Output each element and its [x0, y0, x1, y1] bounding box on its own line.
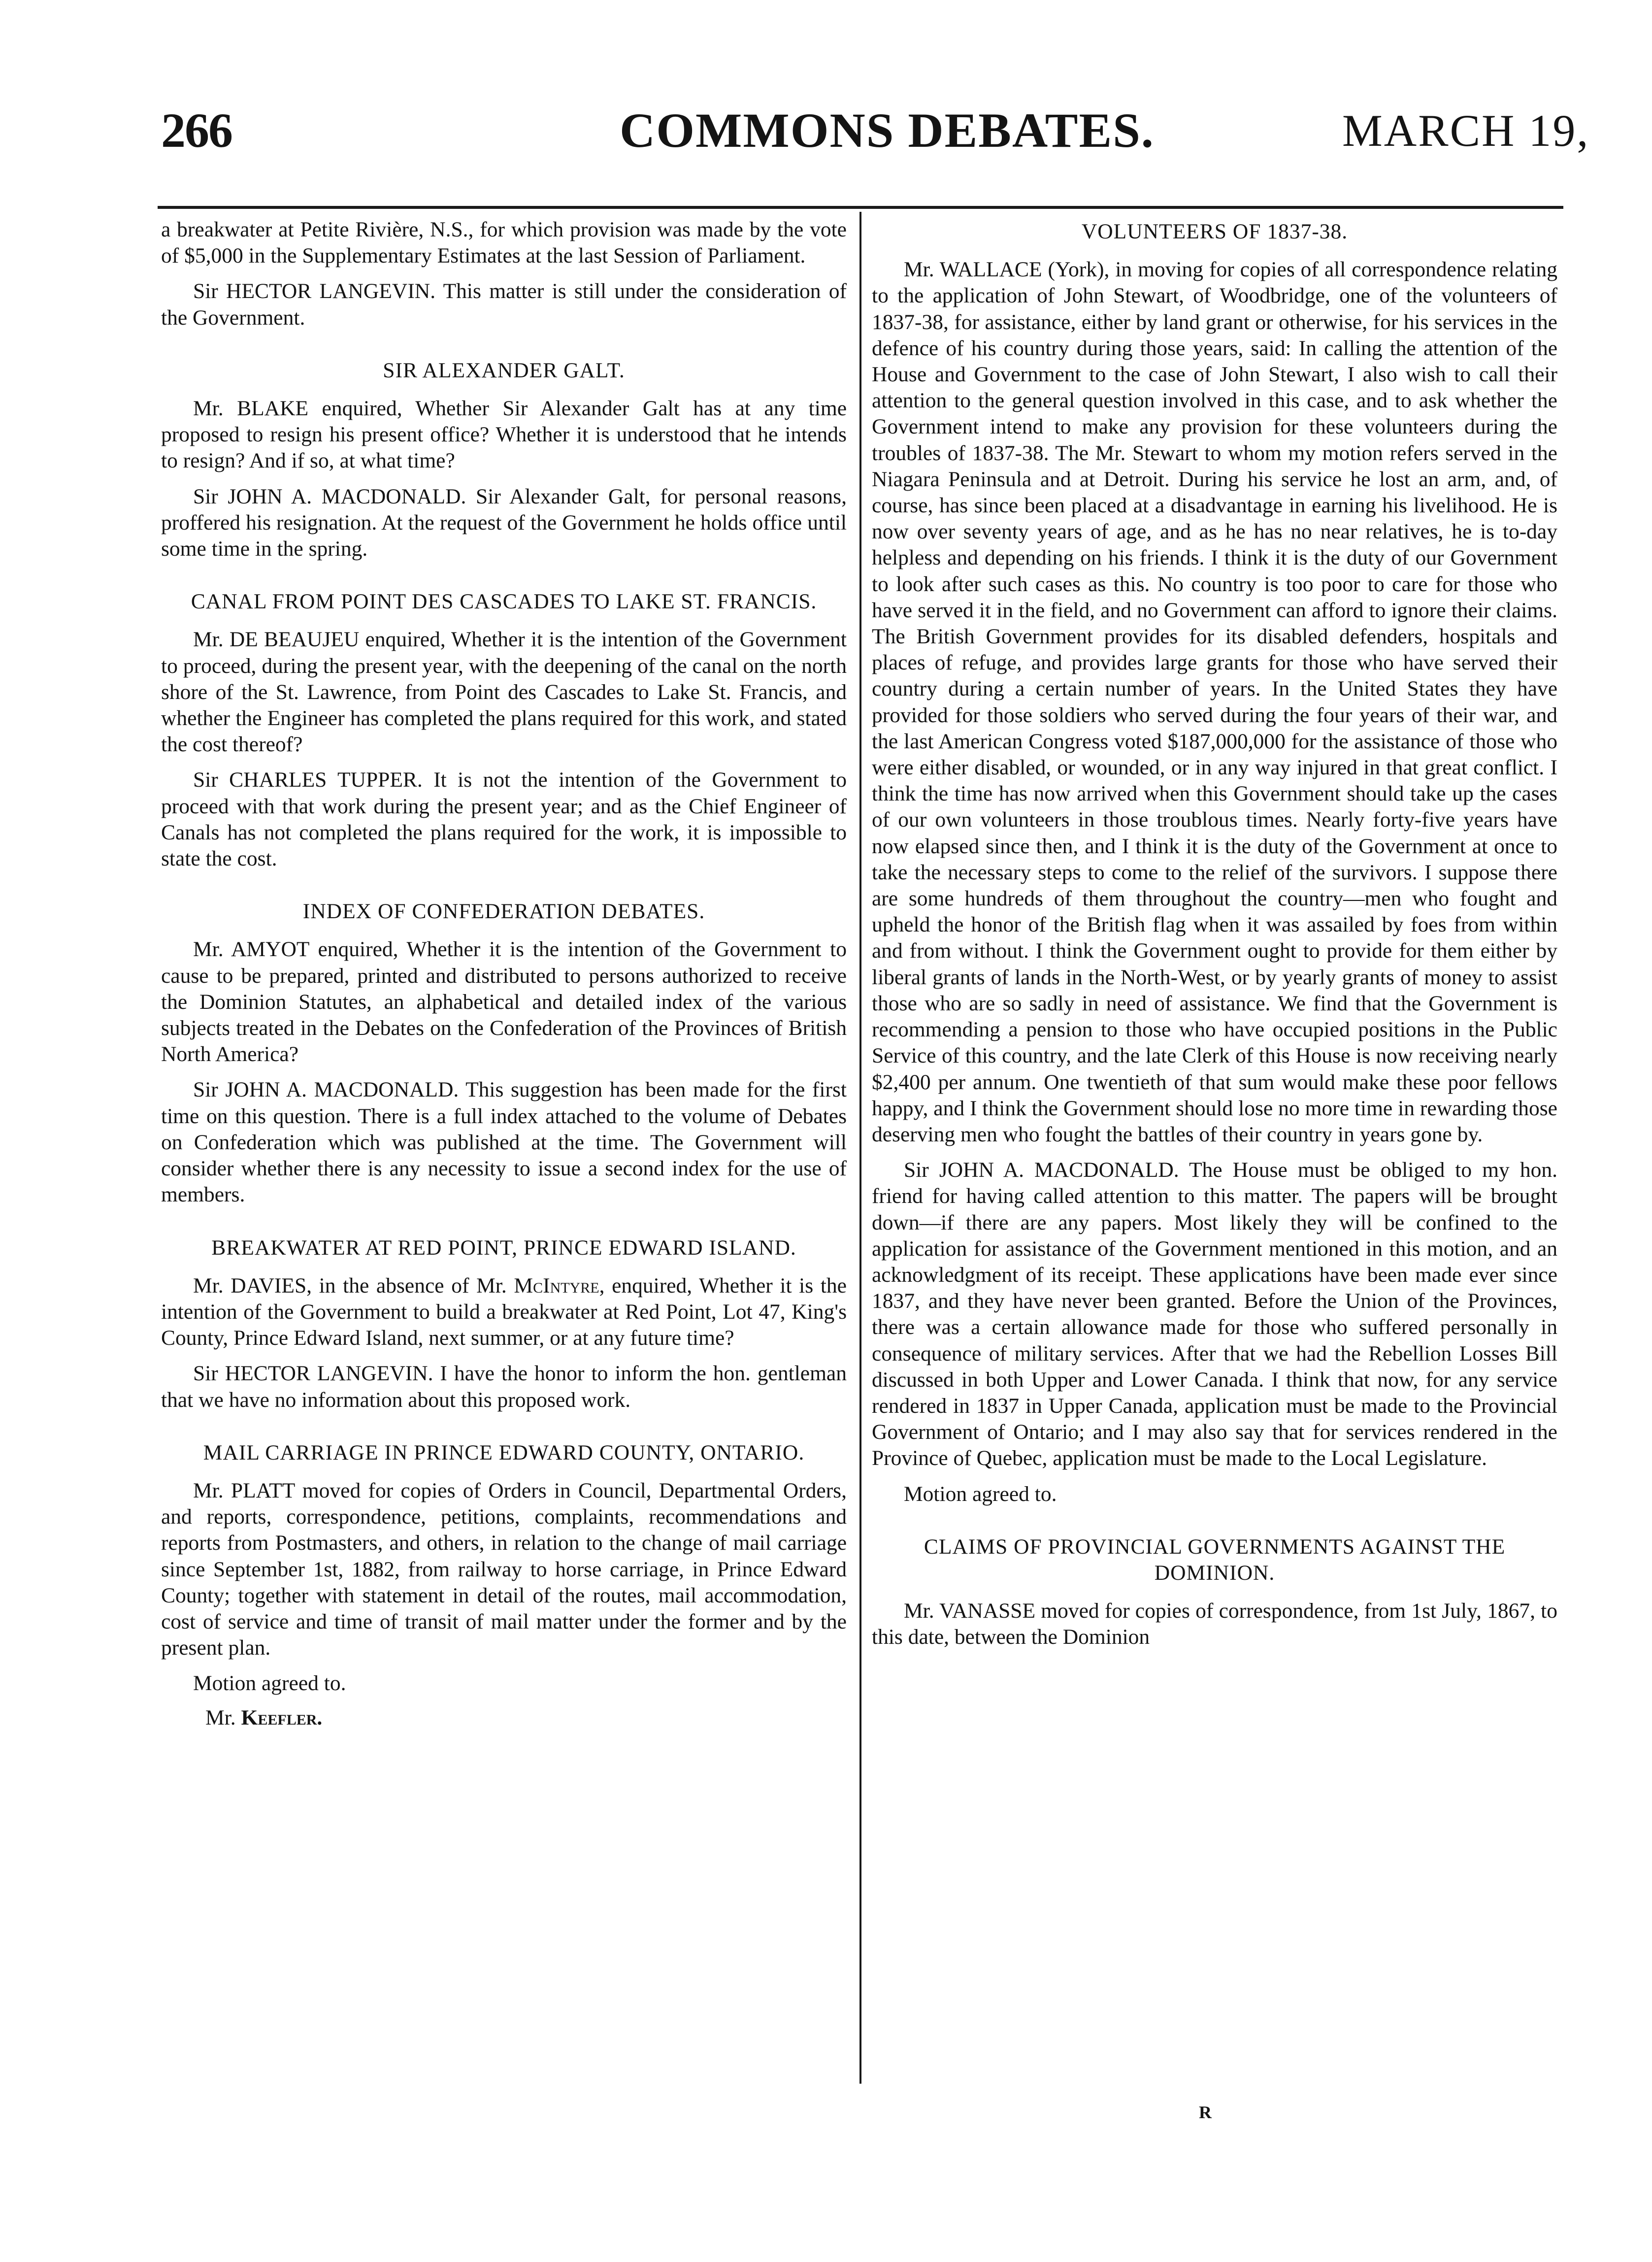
paragraph-platt-motion: Mr. PLATT moved for copies of Orders in Council, Departmental Orders, and reports, correspondence, petitions, complaints, recommendations and reports from Postmasters, and others, in relation to the change of mail carriage since September 1st, 1882, from railway to horse carriage, in Prince Edward County; together with statement in detail of the routes, mail accommodation, cost of service and time of transit of mail matter under the former and by the present plan.: [161, 1478, 847, 1660]
heading-canal-point-des-cascades: CANAL FROM POINT DES CASCADES TO LAKE ST. FRANCIS.: [191, 590, 817, 614]
paragraph-motion-agreed: Motion agreed to.: [193, 1671, 346, 1696]
paragraph-langevin-red-point-reply: Sir HECTOR LANGEVIN. I have the honor to inform the hon. gentleman that we have no information about this proposed work.: [161, 1362, 847, 1412]
heading-mail-carriage: MAIL CARRIAGE IN PRINCE EDWARD COUNTY, ONTARIO.: [203, 1440, 805, 1464]
heading-index-confederation-debates: INDEX OF CONFEDERATION DEBATES.: [302, 899, 705, 924]
paragraph-breakwater-petite-riviere: a breakwater at Petite Rivière, N.S., for which provision was made by the vote of $5,000 in the Supplementary Estimates at the last Session of Parliament.: [161, 218, 847, 268]
paragraph-langevin-reply: Sir HECTOR LANGEVIN. This matter is still under the consideration of the Government.: [161, 279, 847, 330]
signature-name: Keefler.: [241, 1705, 323, 1730]
paragraph-tupper-reply: Sir CHARLES TUPPER. It is not the intention of the Government to proceed with that work during the present year; and as the Chief Engineer of Canals has not completed the plans required for the work, it is impossible to state the cost.: [161, 768, 847, 871]
davies-text-b: , enquired, Whether it is the intention of the Government to build a breakwater at Red Point, Lot 47, King's County, Prince Edward Island, next summer, or at any future time?: [161, 1273, 847, 1350]
paragraph-davies-question: [161, 1273, 847, 1352]
page-number: 266: [161, 103, 232, 158]
paragraph-de-beaujeu-question: Mr. DE BEAUJEU enquired, Whether it is the intention of the Government to proceed, during the present year, with the deepening of the canal on the north shore of the St. Lawrence, from Point des Cascades to Lake St. Francis, and whether the Engineer has completed the plans required for this work, and stated the cost thereof?: [161, 628, 847, 757]
davies-text-a: Mr. DAVIES, in the absence of Mr.: [193, 1273, 514, 1297]
paragraph-wallace-motion: Mr. WALLACE (York), in moving for copies of all correspondence relating to the application of John Stewart, of Woodbridge, one of the volunteers of 1837-38, for assistance, either by land grant or otherwise, for his services in the defence of his country during those years, said: In calling the attention of the House and Government to the case of John Stewart, I also wish to call their attention to the general question involved in this case, and to ask whether the Government intend to make any provision for these volunteers during the troubles of 1837-38. The Mr. Stewart to whom my motion refers served in the Niagara Peninsula and at Detroit. During his service he lost an arm, and, of course, has since been placed at a disadvantage in earning his livelihood. He is now over seventy years of age, and as he has no near relatives, he is to-day helpless and depending on his friends. I think it is the duty of our Government to look after such cases as this. No country is too poor to care for those who have served it in the field, and no Government can afford to ignore their claims. The British Government provides for its disabled defenders, hospitals and places of refuge, and provides large grants for those who have served their country during a certain number of years. In the United States they have provided for those soldiers who served during the four years of their war, and the last American Congress voted $187,000,000 for the assistance of those who were either disabled, or wounded, or in any way injured in that great conflict. I think the time has now arrived when this Government should take up the cases of our own volunteers in those troublous times. Nearly forty-five years have now elapsed since then, and I think it is the duty of the Government at once to take the necessary steps to come to the relief of the survivors. I suppose there are some hundreds of them throughout the country—men who fought and upheld the honor of the British flag when it was assailed by foes from within and from without. I think the Government ought to provide for them either by liberal grants of lands in the North-West, or by yearly grants of money to assist those who are so sadly in need of assistance. We find that the Government is recommending a pension to those who have occupied positions in the Public Service of this country, and the late Clerk of this House is now receiving nearly $2,400 per annum. One twentieth of that sum would make these poor fellows happy, and I think the Government should lose no more time in rewarding those deserving men who fought the battles of their country in years gone by.: [872, 258, 1557, 1146]
mcintyre-name: McIntyre: [514, 1273, 599, 1297]
heading-volunteers-1837-38: VOLUNTEERS OF 1837-38.: [1081, 220, 1348, 243]
paragraph-macdonald-index-reply: Sir JOHN A. MACDONALD. This suggestion has been made for the first time on this question. There is a full index attached to the volume of Debates on Confederation which was published at the time. The Government will consider whether there is any necessity to issue a second index for the use of members.: [161, 1078, 847, 1207]
right-column: [872, 217, 1557, 1651]
running-title: COMMONS DEBATES.: [620, 103, 1155, 158]
running-date: MARCH 19,: [1342, 105, 1590, 156]
signature-line: [161, 1705, 847, 1731]
left-column: [161, 217, 847, 1731]
heading-sir-alexander-galt: SIR ALEXANDER GALT.: [383, 358, 625, 382]
paragraph-motion-agreed-2: Motion agreed to.: [904, 1482, 1057, 1506]
paragraph-macdonald-galt-reply: Sir JOHN A. MACDONALD. Sir Alexander Galt, for personal reasons, proffered his resignation. At the request of the Government he holds office until some time in the spring.: [161, 484, 847, 561]
paragraph-vanasse-motion: Mr. VANASSE moved for copies of correspondence, from 1st July, 1867, to this date, between the Dominion: [872, 1599, 1557, 1649]
signature-mark: R: [1199, 2102, 1212, 2122]
column-divider: [859, 212, 861, 2084]
heading-breakwater-red-point: BREAKWATER AT RED POINT, PRINCE EDWARD ISLAND.: [211, 1235, 796, 1260]
signature-prefix: Mr.: [205, 1705, 241, 1730]
heading-claims-provincial-governments: CLAIMS OF PROVINCIAL GOVERNMENTS AGAINST THE DOMINION.: [924, 1534, 1506, 1585]
header-rule: [158, 206, 1563, 209]
paragraph-blake-question: Mr. BLAKE enquired, Whether Sir Alexander Galt has at any time proposed to resign his present office? Whether it is understood that he intends to resign? And if so, at what time?: [161, 397, 847, 473]
paragraph-amyot-question: Mr. AMYOT enquired, Whether it is the intention of the Government to cause to be prepared, printed and distributed to persons authorized to receive the Dominion Statutes, an alphabetical and detailed index of the various subjects treated in the Debates on the Confederation of the Provinces of British North America?: [161, 937, 847, 1066]
paragraph-macdonald-volunteers-reply: Sir JOHN A. MACDONALD. The House must be obliged to my hon. friend for having called attention to this matter. The papers will be brought down—if there are any papers. Most likely they will be confined to the application for assistance of the Government mentioned in this motion, and an acknowledgment of its receipt. These applications have been made ever since 1837, and they have never been granted. Before the Union of the Provinces, there was a certain allowance made for those who suffered personally in consequence of military services. After that we had the Rebellion Losses Bill discussed in both Upper and Lower Canada. I think that now, for any service rendered in 1837 in Upper Canada, application must be made to the Provincial Government of Ontario; and I may also say that for services rendered in the Province of Quebec, application must be made to the Local Legislature.: [872, 1158, 1557, 1470]
